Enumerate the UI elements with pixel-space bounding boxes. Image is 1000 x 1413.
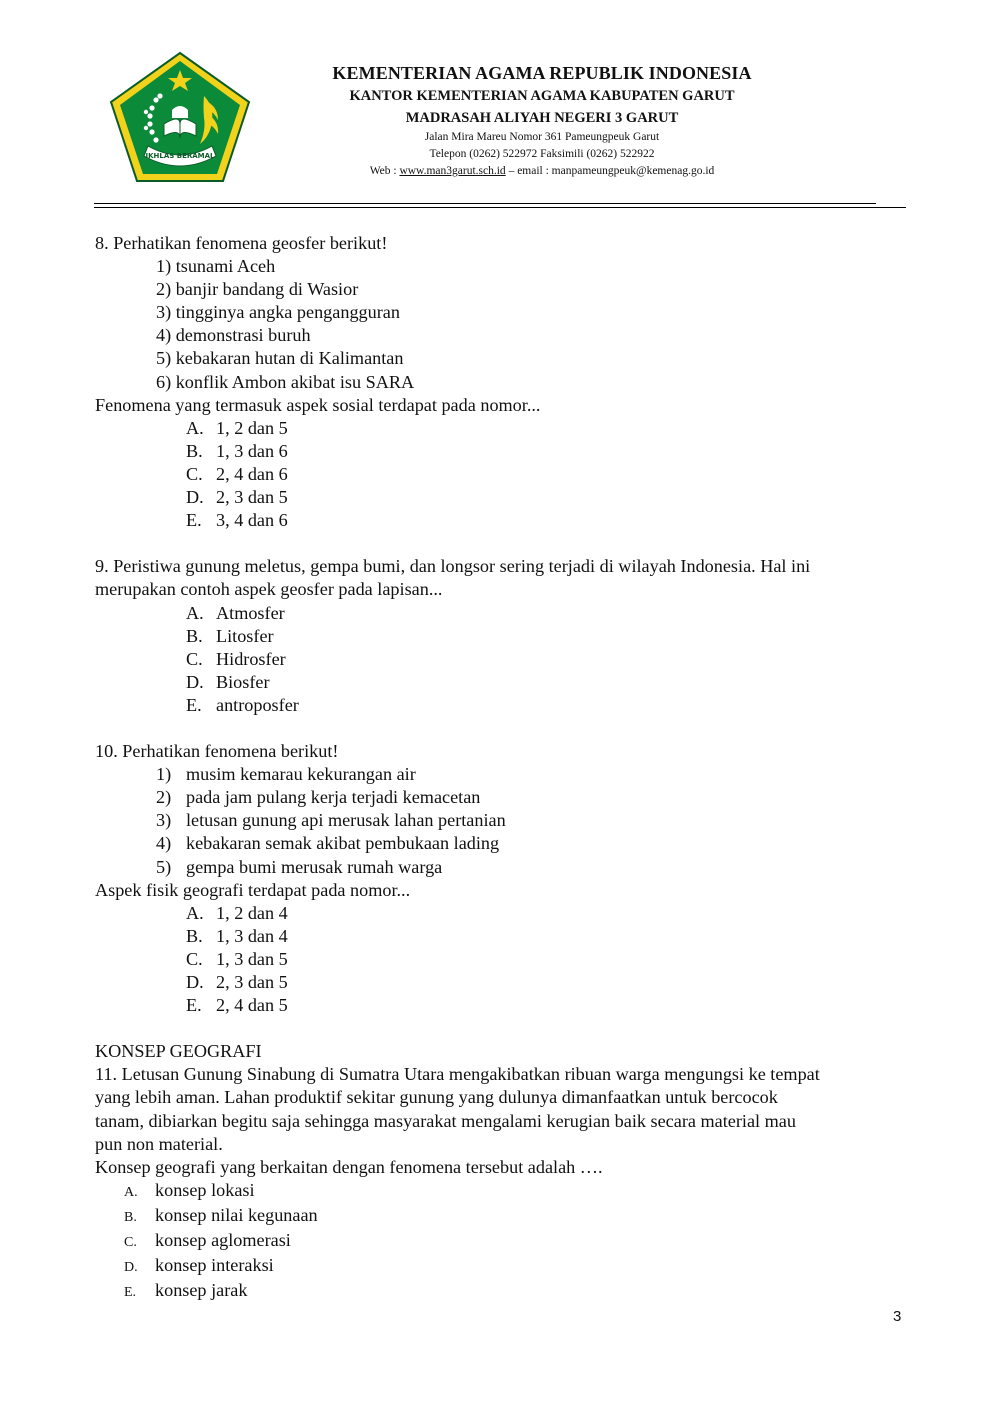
answer-option-b (95, 440, 905, 463)
item-text: letusan gunung api merusak lahan pertanian (186, 810, 506, 831)
list-item: 4) demonstrasi buruh (156, 325, 311, 346)
option-letter: D. (186, 671, 204, 692)
answer-option-e (95, 994, 905, 1017)
list-item: 1) tsunami Aceh (156, 256, 276, 277)
option-text: konsep aglomerasi (155, 1230, 291, 1251)
option-text: konsep interaksi (155, 1255, 274, 1276)
option-letter: A. (186, 602, 204, 623)
option-letter: E. (186, 694, 202, 715)
section-title: KONSEP GEOGRAFI (95, 1041, 262, 1062)
option-text: Atmosfer (216, 602, 285, 623)
question-prompt: Aspek fisik geografi terdapat pada nomor... (95, 879, 411, 900)
option-letter: D. (186, 972, 204, 992)
answer-option-e (95, 694, 905, 717)
list-item: 6) konflik Ambon akibat isu SARA (156, 371, 415, 392)
answer-option-e (95, 1279, 905, 1304)
web-label: Web : (369, 165, 400, 177)
option-letter: A. (186, 902, 204, 923)
option-letter: D. (124, 1260, 138, 1276)
option-text: antroposfer (216, 694, 299, 715)
answer-option-a (95, 602, 905, 625)
question-stem: merupakan contoh aspek geosfer pada lapisan... (95, 579, 443, 600)
answer-option-c (95, 648, 905, 671)
list-item (95, 856, 905, 879)
list-item: 2) banjir bandang di Wasior (156, 279, 359, 300)
school-contact (272, 163, 812, 180)
letterhead-rule-thin (94, 207, 906, 208)
option-text: konsep lokasi (155, 1179, 255, 1200)
option-text: 1, 3 dan 6 (216, 440, 288, 461)
letterhead (272, 62, 812, 180)
answer-option-c (95, 948, 905, 971)
email-text: – email : manpameungpeuk@kemenag.go.id (505, 165, 715, 177)
option-text: 1, 3 dan 5 (216, 948, 288, 969)
school-address: Jalan Mira Mareu Nomor 361 Pameungpeuk Garut (424, 131, 660, 143)
question-8 (95, 232, 905, 532)
item-text: kebakaran semak akibat pembukaan lading (186, 833, 500, 854)
option-letter: C. (124, 1235, 137, 1251)
item-text: musim kemarau kekurangan air (186, 764, 416, 785)
question-prompt: Fenomena yang termasuk aspek sosial terdapat pada nomor... (95, 394, 541, 415)
answer-option-a (95, 417, 905, 440)
option-text: Litosfer (216, 625, 274, 646)
option-letter: A. (124, 1184, 138, 1200)
option-letter: B. (186, 625, 203, 646)
letterhead-rule (94, 203, 876, 204)
option-letter: C. (186, 463, 203, 484)
option-letter: C. (186, 948, 203, 969)
item-text: gempa bumi merusak rumah warga (186, 856, 443, 877)
option-text: 2, 3 dan 5 (216, 487, 288, 508)
option-letter: E. (186, 995, 202, 1016)
option-text: Biosfer (216, 671, 270, 692)
option-letter: E. (186, 510, 202, 531)
option-letter: D. (186, 487, 204, 508)
item-number: 5) (156, 856, 172, 877)
page-number: 3 (893, 1308, 902, 1325)
question-stem: pun non material. (95, 1133, 223, 1154)
answer-option-a (95, 1179, 905, 1204)
answer-option-a (95, 902, 905, 925)
option-text: Hidrosfer (216, 648, 286, 669)
answer-option-d (95, 486, 905, 509)
answer-option-b (95, 625, 905, 648)
option-letter: B. (186, 440, 203, 461)
question-stem: 8. Perhatikan fenomena geosfer berikut! (95, 233, 388, 253)
question-stem: 9. Peristiwa gunung meletus, gempa bumi, dan longsor sering terjadi di wilayah Indonesia. Hal ini (95, 556, 811, 577)
logo-motto: IKHLAS BERAMAL (145, 152, 215, 160)
question-stem: tanam, dibiarkan begitu saja sehingga masyarakat mengalami kerugian baik secara material mau (95, 1110, 796, 1131)
question-9 (95, 555, 905, 717)
question-stem: 11. Letusan Gunung Sinabung di Sumatra Utara mengakibatkan ribuan warga mengungsi ke tempat (95, 1064, 820, 1085)
answer-option-d (95, 671, 905, 694)
option-letter: B. (124, 1209, 137, 1225)
option-text: 1, 3 dan 4 (216, 925, 288, 946)
question-prompt: Konsep geografi yang berkaitan dengan fenomena tersebut adalah …. (95, 1156, 603, 1177)
website-link[interactable]: www.man3garut.sch.id (399, 165, 506, 177)
question-11 (95, 1063, 905, 1304)
option-text: 2, 4 dan 6 (216, 463, 288, 484)
option-letter: A. (186, 417, 204, 438)
item-number: 2) (156, 787, 172, 808)
answer-option-d (95, 971, 905, 994)
answer-option-b (95, 1204, 905, 1229)
list-item (95, 832, 905, 855)
option-letter: B. (186, 925, 203, 946)
ministry-title: KEMENTERIAN AGAMA REPUBLIK INDONESIA (332, 63, 752, 83)
item-number: 3) (156, 810, 172, 831)
item-number: 4) (156, 833, 172, 854)
list-item (95, 763, 905, 786)
list-item (95, 809, 905, 832)
option-text: konsep nilai kegunaan (155, 1204, 318, 1225)
option-text: 3, 4 dan 6 (216, 510, 288, 531)
question-10 (95, 740, 905, 1017)
kemenag-logo (108, 50, 252, 184)
option-text: 2, 3 dan 5 (216, 972, 288, 992)
list-item (95, 786, 905, 809)
answer-option-d (95, 1254, 905, 1279)
list-item: 3) tingginya angka pengangguran (156, 302, 400, 323)
item-text: pada jam pulang kerja terjadi kemacetan (186, 787, 481, 808)
exam-content (95, 232, 905, 1304)
item-number: 1) (156, 764, 172, 785)
answer-option-c (95, 463, 905, 486)
answer-option-c (95, 1229, 905, 1254)
list-item: 5) kebakaran hutan di Kalimantan (156, 348, 404, 369)
school-title: MADRASAH ALIYAH NEGERI 3 GARUT (405, 110, 679, 126)
option-text: 2, 4 dan 5 (216, 995, 288, 1016)
option-text: 1, 2 dan 4 (216, 902, 288, 923)
answer-option-b (95, 925, 905, 948)
option-letter: E. (124, 1285, 137, 1301)
option-text: 1, 2 dan 5 (216, 417, 288, 438)
question-stem: 10. Perhatikan fenomena berikut! (95, 741, 339, 762)
answer-option-e (95, 509, 905, 532)
option-text: konsep jarak (155, 1280, 248, 1301)
office-title: KANTOR KEMENTERIAN AGAMA KABUPATEN GARUT (349, 88, 735, 104)
school-phone: Telepon (0262) 522972 Faksimili (0262) 522922 (429, 148, 655, 160)
option-letter: C. (186, 648, 203, 669)
question-stem: yang lebih aman. Lahan produktif sekitar gunung yang dulunya dimanfaatkan untuk bercocok (95, 1087, 778, 1108)
